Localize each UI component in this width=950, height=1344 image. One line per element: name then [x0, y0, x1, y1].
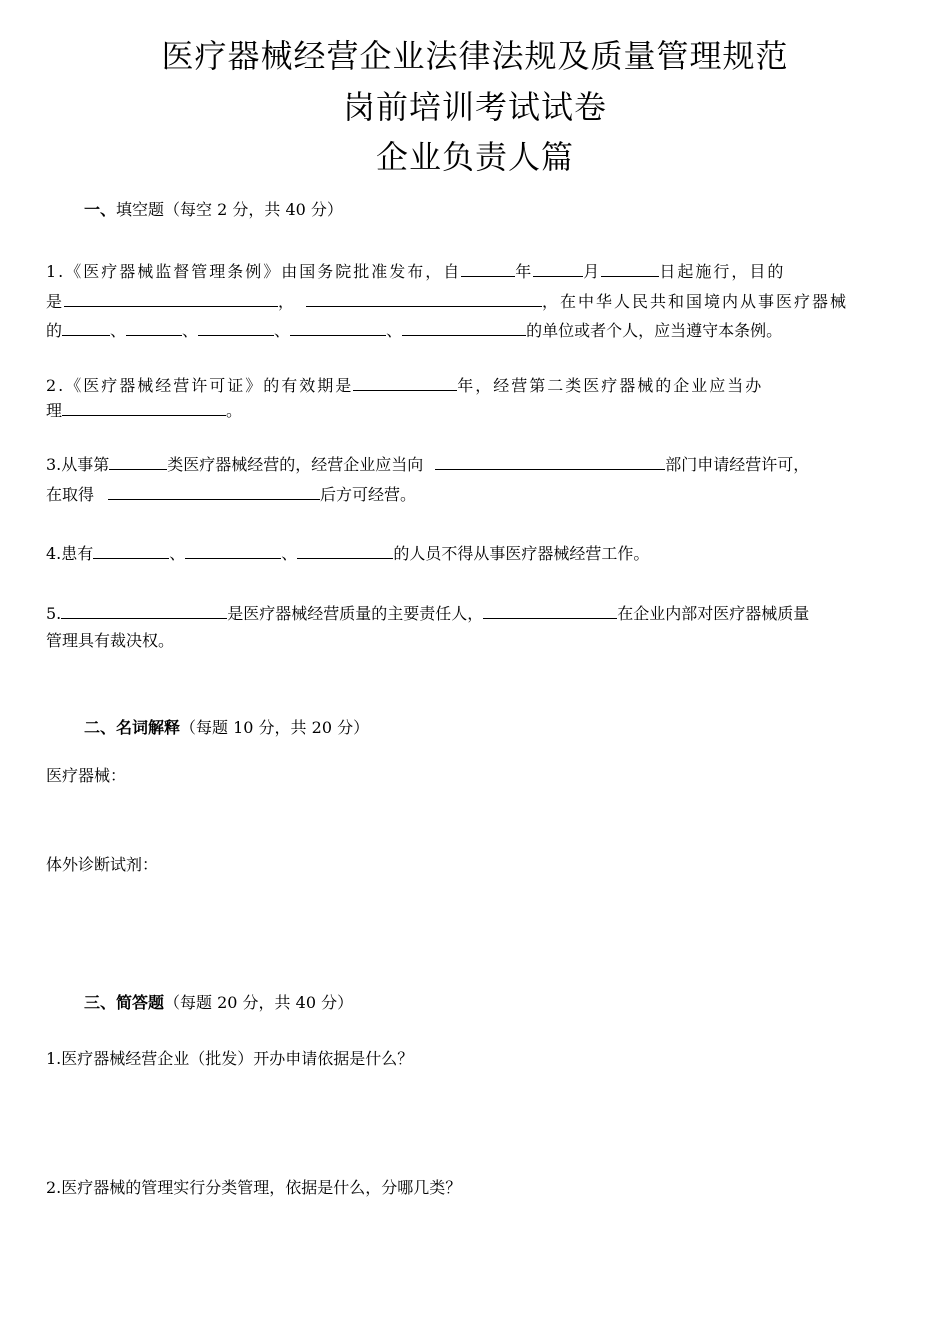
q4-text-a: 4.患有 — [46, 544, 94, 563]
exam-title-line2: 岗前培训考试试卷 — [342, 88, 607, 126]
q1-line1 — [46, 258, 785, 284]
exam-title-line1: 医疗器械经营企业法律法规及质量管理规范 — [161, 37, 789, 75]
q1-blank-activity4[interactable] — [290, 317, 386, 336]
q1-blank-activity3[interactable] — [198, 317, 274, 336]
short-answer-q1: 1.医疗器械经营企业（批发）开办申请依据是什么？ — [46, 1049, 414, 1068]
q4-blank-disease1[interactable] — [93, 540, 169, 559]
q2-blank-validity[interactable] — [353, 372, 457, 391]
section1-heading-text: 填空题（每空 2 分，共 40 分） — [116, 200, 343, 219]
q1-blank-month[interactable] — [533, 258, 583, 277]
q1-sep2: 、 — [182, 321, 199, 340]
q1-line2 — [46, 288, 848, 314]
q5-line2: 管理具有裁决权。 — [46, 631, 175, 650]
q5-text-a: 5. — [46, 604, 62, 623]
short-answer-q2: 2.医疗器械的管理实行分类管理，依据是什么，分哪几类？ — [46, 1178, 462, 1197]
q5-text-c: 在企业内部对医疗器械质量 — [617, 604, 810, 623]
q1-text-c: ，在中华人民共和国境内从事医疗器械 — [542, 292, 849, 311]
section1-heading-number: 一、 — [84, 200, 117, 219]
q4-blank-disease3[interactable] — [297, 540, 393, 559]
q3-blank-license[interactable] — [108, 481, 320, 500]
section2-heading-bold: 二、名词解释 — [84, 718, 181, 737]
q1-blank-year[interactable] — [461, 258, 515, 277]
q1-text-year: 年 — [515, 262, 534, 281]
q5-blank-responsible[interactable] — [61, 600, 227, 619]
q1-sep4: 、 — [386, 321, 403, 340]
q4-text-end: 的人员不得从事医疗器械经营工作。 — [393, 544, 650, 563]
q3-text-b: 类医疗器械经营的，经营企业应当向 — [167, 455, 424, 474]
q1-text-comma: ， — [278, 292, 297, 311]
section2-heading-text: （每题 10 分，共 20 分） — [180, 718, 370, 737]
q1-blank-activity1[interactable] — [62, 317, 110, 336]
q3-text-e: 后方可经营。 — [320, 485, 417, 504]
q1-text-a: 1.《医疗器械监督管理条例》由国务院批准发布，自 — [46, 262, 462, 281]
section3-heading-text: （每题 20 分，共 40 分） — [164, 993, 354, 1012]
q2-text-li: 理 — [46, 401, 63, 420]
q5-line1 — [46, 600, 809, 626]
q5-blank-authority[interactable] — [483, 600, 617, 619]
q5-text-b: 是医疗器械经营质量的主要责任人， — [227, 604, 484, 623]
q1-line3 — [46, 317, 782, 343]
q1-text-de: 的 — [46, 321, 63, 340]
q2-text-period: 。 — [226, 401, 243, 420]
q4-line — [46, 540, 649, 566]
term-ivd-reagent: 体外诊断试剂： — [46, 855, 159, 874]
q2-line2 — [46, 397, 242, 423]
q3-line1 — [46, 451, 809, 477]
section3-heading — [84, 991, 353, 1015]
q4-sep1: 、 — [169, 544, 186, 563]
term-medical-device: 医疗器械： — [46, 766, 127, 785]
q2-blank-procedure[interactable] — [62, 397, 226, 416]
q1-text-end: 的单位或者个人，应当遵守本条例。 — [526, 321, 783, 340]
q3-blank-class[interactable] — [109, 451, 167, 470]
q3-text-c: 部门申请经营许可， — [665, 455, 810, 474]
q1-blank-purpose2[interactable] — [306, 288, 542, 307]
q3-text-d: 在取得 — [46, 485, 95, 504]
q3-blank-department[interactable] — [435, 451, 665, 470]
q1-text-d: 日起施行，目的 — [659, 262, 786, 281]
q2-text-b: 年，经营第二类医疗器械的企业应当办 — [457, 376, 764, 395]
q1-blank-activity2[interactable] — [126, 317, 182, 336]
q1-blank-purpose1[interactable] — [64, 288, 278, 307]
exam-title-line3: 企业负责人篇 — [375, 138, 574, 176]
q1-blank-day[interactable] — [601, 258, 659, 277]
section3-heading-bold: 三、简答题 — [84, 993, 165, 1012]
q1-sep3: 、 — [274, 321, 291, 340]
section1-heading — [84, 198, 343, 222]
q1-sep1: 、 — [110, 321, 127, 340]
q2-line1 — [46, 372, 763, 398]
q1-text-month: 月 — [583, 262, 602, 281]
q4-sep2: 、 — [281, 544, 298, 563]
section2-heading — [84, 716, 369, 740]
q3-text-a: 3.从事第 — [46, 455, 110, 474]
q4-blank-disease2[interactable] — [185, 540, 281, 559]
q1-text-shi: 是 — [46, 292, 65, 311]
q2-text-a: 2.《医疗器械经营许可证》的有效期是 — [46, 376, 354, 395]
q1-blank-activity5[interactable] — [402, 317, 526, 336]
q3-line2 — [46, 481, 416, 507]
